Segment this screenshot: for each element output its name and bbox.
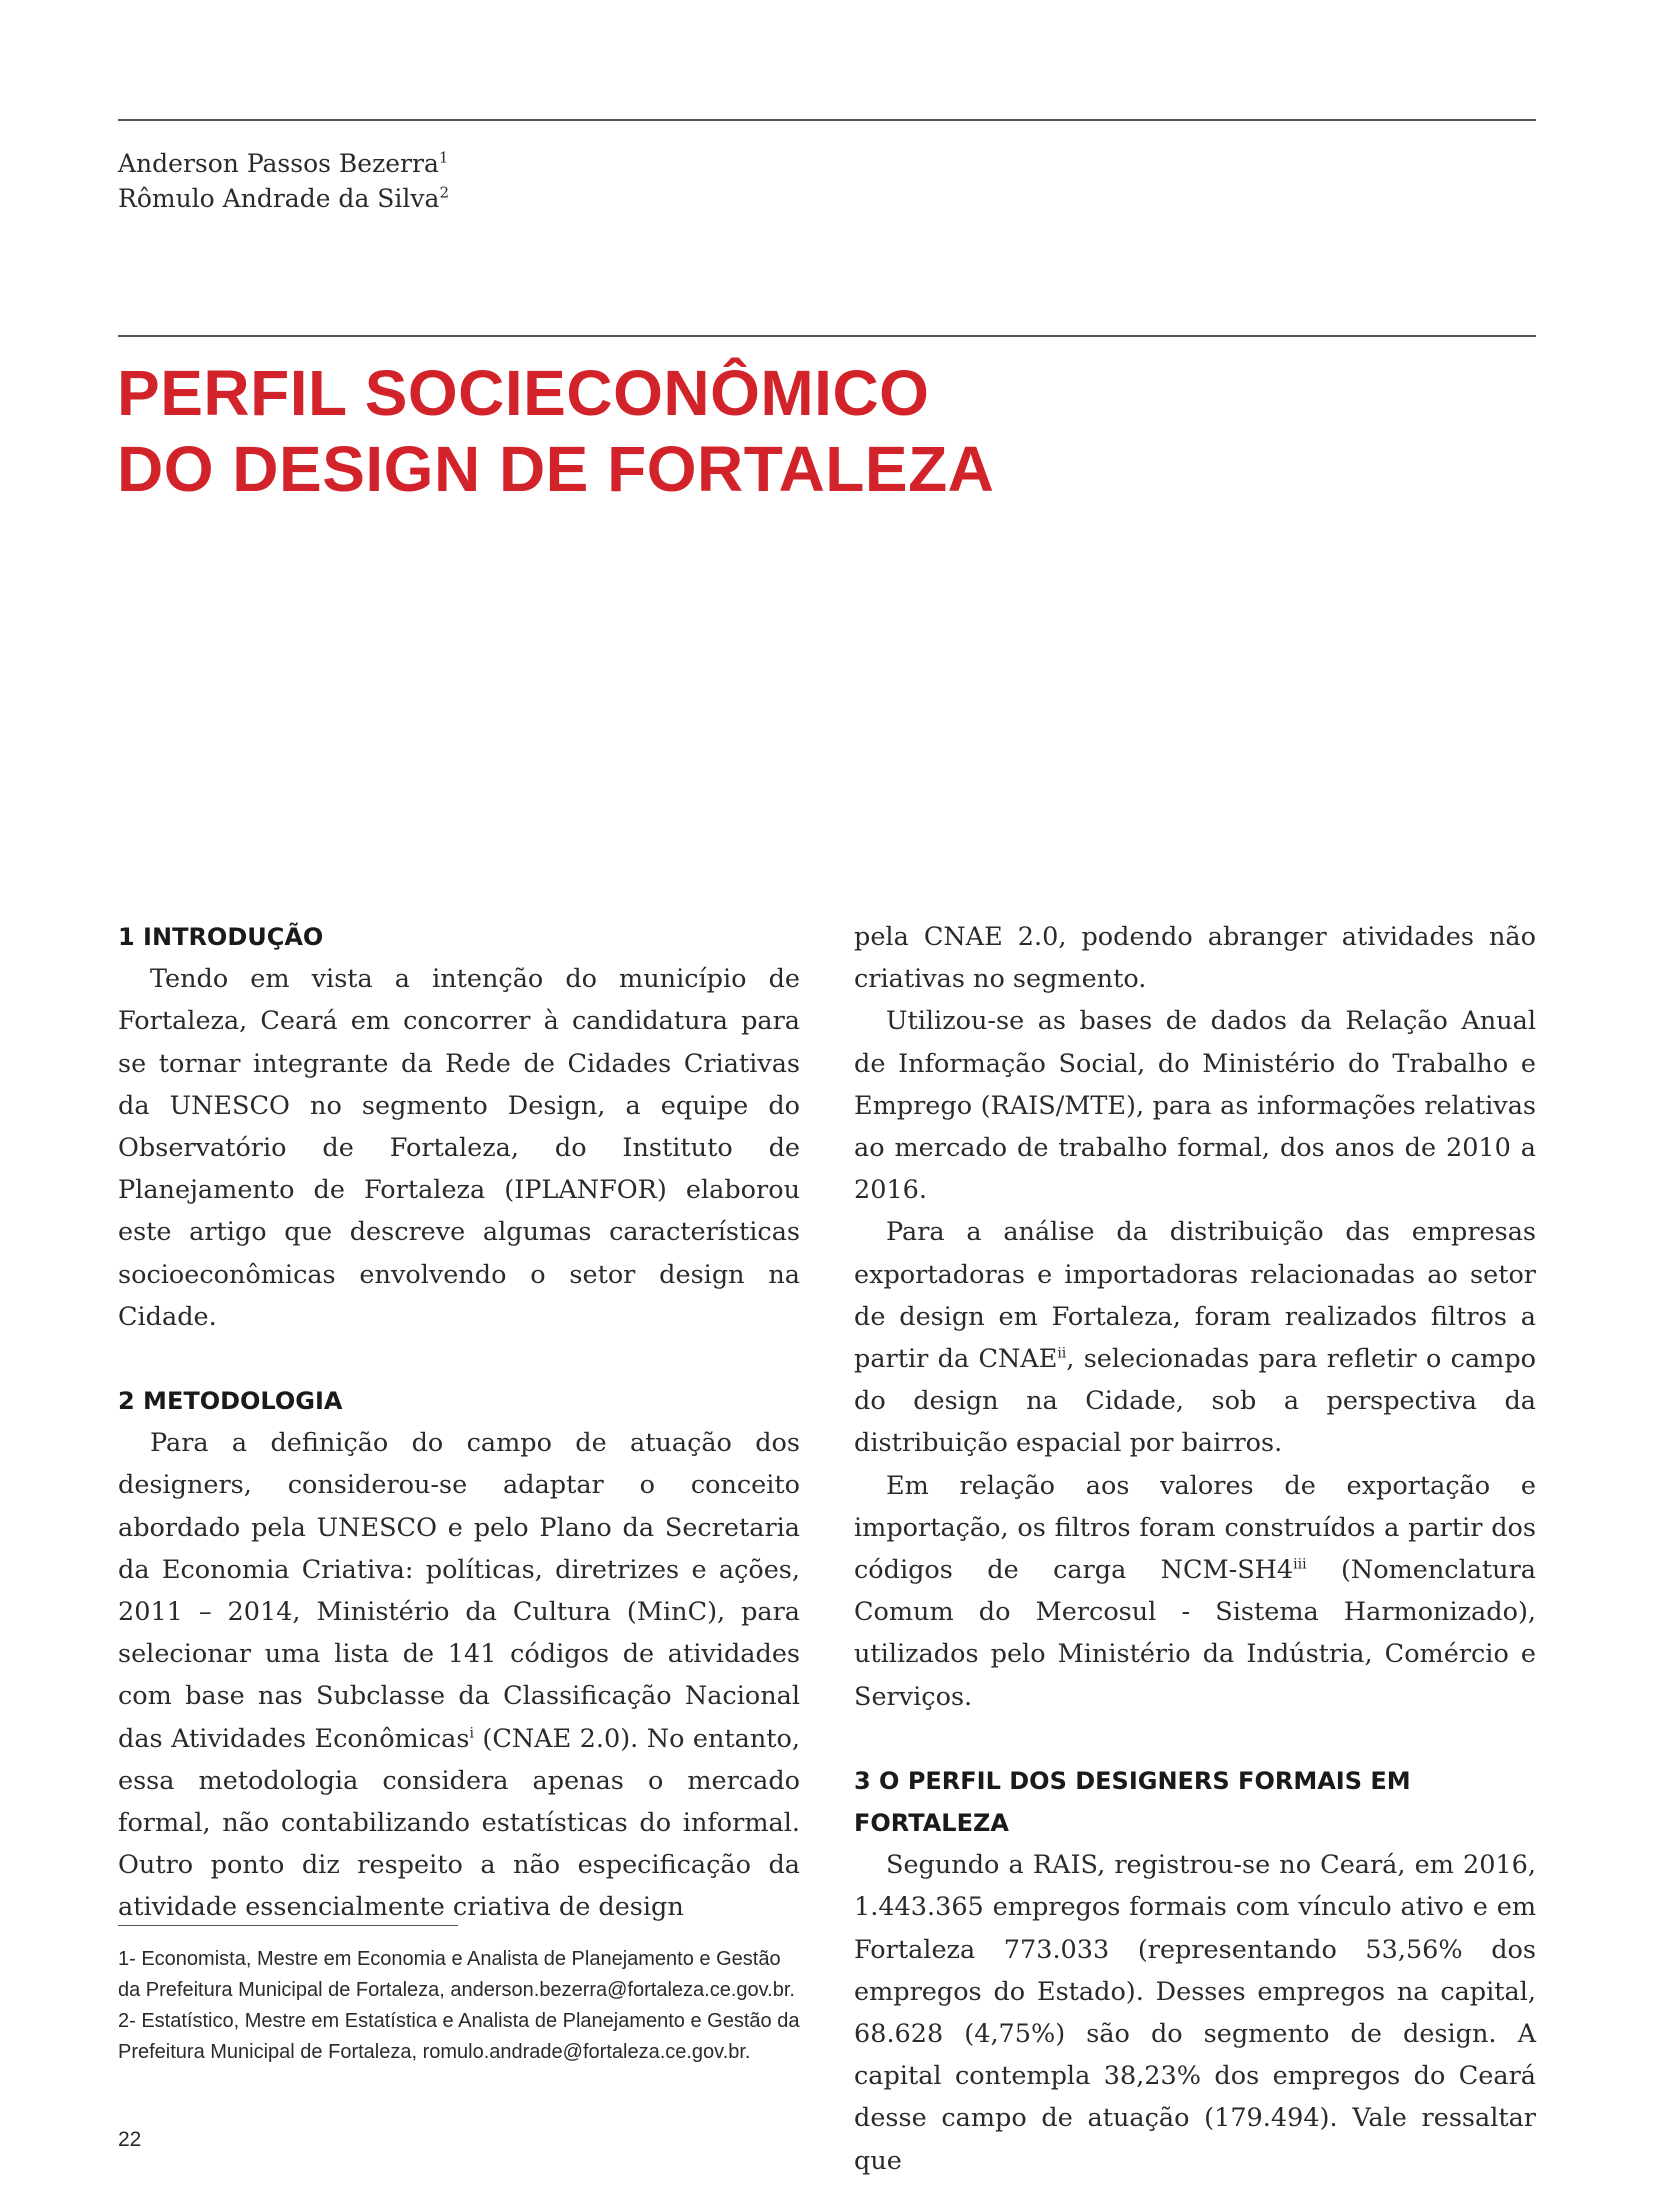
footnotes	[118, 1944, 800, 2068]
title-rule	[118, 335, 1536, 337]
author-name: Anderson Passos Bezerra	[118, 149, 439, 178]
text-run: (Nomenclatura Comum do Mercosul - Sistema Harmonizado), utilizados pelo Ministério da Indústria, Comércio e Serviços.	[854, 1555, 1536, 1712]
paragraph	[118, 1422, 800, 1928]
article-title	[117, 355, 994, 507]
footnote-1: 1- Economista, Mestre em Economia e Analista de Planejamento e Gestão da Prefeitura Municipal de Fortaleza, anderson.bezerra@fortaleza.ce.gov.br.	[118, 1948, 795, 2001]
page-number: 22	[118, 2128, 142, 2151]
text-run: Em relação aos valores de exportação e importação, os filtros foram construídos a partir dos códigos de carga NCM-SH4	[854, 1470, 1536, 1586]
paragraph-continued: pela CNAE 2.0, podendo abranger atividades não criativas no segmento.	[854, 922, 1536, 995]
author-list	[118, 146, 449, 216]
section-heading-metodologia: 2 METODOLOGIA	[118, 1387, 343, 1416]
section-heading-perfil	[854, 1760, 1536, 1844]
heading-line: 3 O PERFIL DOS DESIGNERS FORMAIS EM	[854, 1766, 1411, 1795]
author-footnote-mark: 2	[439, 183, 449, 202]
section-spacer	[118, 1338, 800, 1380]
section-heading-introducao: 1 INTRODUÇÃO	[118, 923, 324, 951]
author-name: Rômulo Andrade da Silva	[118, 184, 440, 213]
text-run: , selecionadas para refletir o campo do design na Cidade, sob a perspectiva da distribuição espacial por bairros.	[854, 1344, 1537, 1459]
paragraph: Segundo a RAIS, registrou-se no Ceará, em 2016, 1.443.365 empregos formais com vínculo ativo e em Fortaleza 773.033 (representando 53,56% dos empregos do Estado). Desses empregos na capital, 68.628 (4,75%) são do segmento de design. A capital contempla 38,23% dos empregos do Ceará desse campo de atuação (179.494). Vale ressaltar que	[854, 1850, 1536, 2176]
endnote-mark: iii	[1293, 1556, 1307, 1573]
text-run: Para a análise da distribuição das empresas exportadoras e importadoras relacionadas ao setor de design em Fortaleza, foram realizados filtros a partir da CNAE	[854, 1217, 1536, 1375]
footnote-2: 2- Estatístico, Mestre em Estatística e Analista de Planejamento e Gestão da Prefeitura Municipal de Fortaleza, romulo.andrade@fortaleza.ce.gov.br.	[118, 2010, 800, 2063]
endnote-mark: ii	[1057, 1345, 1067, 1362]
endnote-mark: i	[469, 1725, 474, 1742]
text-run: Para a definição do campo de atuação dos designers, considerou-se adaptar o conceito abordado pela UNESCO e pelo Plano da Secretaria da Economia Criativa: políticas, diretrizes e ações, 2011 – 2014, Ministério da Cultura (MinC), para selecionar uma lista de 141 códigos de atividades com base nas Subclasse da Classificação Nacional das Atividades Econômicas	[118, 1428, 800, 1754]
title-line-2: DO DESIGN DE FORTALEZA	[117, 433, 995, 505]
heading-line: FORTALEZA	[854, 1809, 1009, 1838]
left-column	[118, 916, 800, 1929]
author-1	[118, 146, 449, 181]
right-column	[854, 916, 1536, 2182]
top-rule	[118, 119, 1536, 121]
section-spacer	[854, 1718, 1536, 1760]
text-run: (CNAE 2.0). No entanto, essa metodologia considera apenas o mercado formal, não contabilizando estatísticas do informal. Outro ponto diz respeito a não especificação da atividade essencialmente criativa de design	[118, 1723, 800, 1923]
author-footnote-mark: 1	[438, 148, 449, 167]
footnote-rule	[118, 1925, 458, 1926]
paragraph: Tendo em vista a intenção do município de Fortaleza, Ceará em concorrer à candidatura para se tornar integrante da Rede de Cidades Criativas da UNESCO no segmento Design, a equipe do Observatório de Fortaleza, do Instituto de Planejamento de Fortaleza (IPLANFOR) elaborou este artigo que descreve algumas características socioeconômicas envolvendo o setor design na Cidade.	[118, 964, 800, 1332]
paragraph: Utilizou-se as bases de dados da Relação Anual de Informação Social, do Ministério do Trabalho e Emprego (RAIS/MTE), para as informações relativas ao mercado de trabalho formal, dos anos de 2010 a 2016.	[854, 1006, 1536, 1206]
title-line-1: PERFIL SOCIECONÔMICO	[117, 357, 930, 429]
paragraph	[854, 1211, 1536, 1464]
author-2	[118, 181, 449, 216]
paragraph	[854, 1465, 1536, 1718]
